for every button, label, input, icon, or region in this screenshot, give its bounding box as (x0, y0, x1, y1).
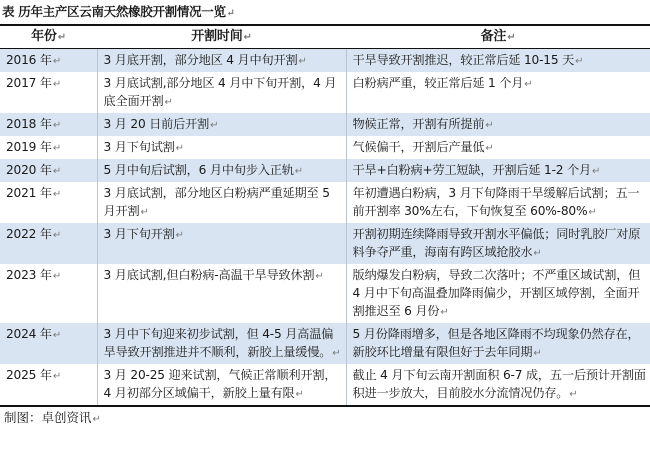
note-cell: 物候正常，开割有所提前↵ (346, 113, 650, 136)
table-row (0, 323, 650, 364)
source-note: 制图：卓创资讯↵ (0, 405, 650, 431)
open-time-cell: 3 月底试割,但白粉病-高温干旱导致休割↵ (97, 264, 346, 323)
year-cell: 2016 年↵ (0, 49, 97, 73)
year-cell: 2022 年↵ (0, 223, 97, 264)
table-row (0, 136, 650, 159)
note-cell: 5 月份降雨增多，但是各地区降雨不均现象仍然存在，新胶环比增量有限但好于去年同期↵ (346, 323, 650, 364)
table-row (0, 182, 650, 223)
note-cell: 干旱+白粉病+劳工短缺，开割后延 1-2 个月↵ (346, 159, 650, 182)
note-cell: 气候偏干，开割后产量低↵ (352, 140, 494, 154)
open-time-cell: 3 月中下旬迎来初步试割，但 4-5 月高温偏旱导致开割推进并不顺利，新胶上量缓慢。↵ (97, 323, 346, 364)
header-open-time: 开割时间↵ (97, 26, 346, 49)
year-cell: 2025 年↵ (0, 364, 97, 405)
table-row (0, 113, 650, 136)
year-cell: 2024 年↵ (0, 323, 97, 364)
open-time-cell: 3 月下旬开割↵ (97, 223, 346, 264)
year-cell: 2019 年↵ (0, 136, 97, 159)
note-cell: 白粉病严重，较正常后延 1 个月↵ (352, 76, 533, 90)
open-time-cell: 3 月底开割，部分地区 4 月中旬开割↵ (97, 49, 346, 73)
header-note: 备注↵ (346, 26, 650, 49)
opening-table (0, 26, 650, 405)
header-year: 年份↵ (0, 26, 97, 49)
table-row (0, 49, 650, 73)
table-row (0, 223, 650, 264)
note-cell: 截止 4 月下旬云南开割面积 6-7 成，五一后预计开割面积进一步放大，目前胶水分流情况仍存。↵ (352, 368, 646, 400)
year-cell: 2017 年↵ (0, 72, 97, 113)
open-time-cell: 5 月中旬后试割，6 月中旬步入正轨↵ (97, 159, 346, 182)
year-cell: 2020 年↵ (0, 159, 97, 182)
year-cell: 2018 年↵ (0, 113, 97, 136)
open-time-cell: 3 月底试割,部分地区 4 月中下旬开割，4 月底全面开割↵ (97, 72, 346, 113)
note-cell: 开割初期连续降雨导致开割水平偏低；同时乳胶厂对原料争夺严重，海南有跨区域抢胶水↵ (346, 223, 650, 264)
open-time-cell: 3 月底试割，部分地区白粉病严重延期至 5 月开割↵ (97, 182, 346, 223)
note-cell: 版纳爆发白粉病，导致二次落叶；不严重区域试割，但 4 月中下旬高温叠加降雨偏少，开割区域停割，全面开割推迟至 6 月份↵ (352, 268, 641, 318)
open-time-cell: 3 月下旬试割↵ (97, 136, 346, 159)
note-cell: 年初遭遇白粉病，3 月下旬降雨干旱缓解后试割；五一前开割率 30%左右，下旬恢复至 60%-80%↵ (352, 186, 640, 218)
table-title: 表 历年主产区云南天然橡胶开割情况一览↵ (0, 0, 650, 26)
paragraph-mark: ↵ (226, 8, 235, 19)
year-cell: 2021 年↵ (0, 182, 97, 223)
table-row (0, 364, 650, 405)
year-cell: 2023 年↵ (0, 264, 97, 323)
table-row (0, 264, 650, 323)
table-row (0, 159, 650, 182)
open-time-cell: 3 月 20-25 迎来试割，气候正常顺利开割，4 月初部分区域偏干，新胶上量有限↵ (97, 364, 346, 405)
table-header-row (0, 26, 650, 49)
table-row (0, 72, 650, 113)
note-cell: 干旱导致开割推迟，较正常后延 10-15 天↵ (346, 49, 650, 73)
open-time-cell: 3 月 20 日前后开割↵ (97, 113, 346, 136)
